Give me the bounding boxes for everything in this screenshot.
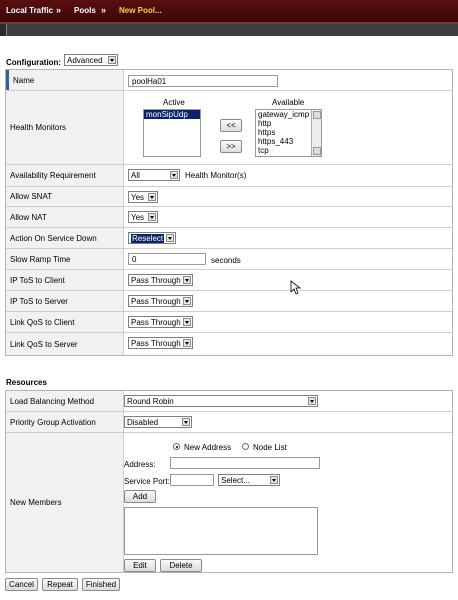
health-monitors-row xyxy=(6,91,452,165)
allow-snat-select[interactable] xyxy=(128,191,158,203)
qos-server-row xyxy=(6,333,452,355)
slow-ramp-input[interactable]: 0 xyxy=(128,253,206,265)
chevron-down-icon xyxy=(308,397,316,405)
tos-server-label: IP ToS to Server xyxy=(6,291,124,311)
breadcrumb-current: New Pool... xyxy=(119,6,162,15)
availability-suffix: Health Monitor(s) xyxy=(185,171,247,180)
availability-label: Availability Requirement xyxy=(6,165,124,186)
add-member-button[interactable]: Add xyxy=(124,490,156,503)
chevron-down-icon xyxy=(183,318,191,326)
list-item[interactable]: tcp xyxy=(258,146,269,155)
list-item[interactable]: https xyxy=(258,128,276,137)
list-item[interactable]: monSipUdp xyxy=(144,110,200,119)
slow-ramp-unit: seconds xyxy=(211,256,241,265)
qos-client-label: Link QoS to Client xyxy=(6,312,124,332)
qos-client-value: Pass Through xyxy=(131,318,181,327)
configuration-mode-select[interactable] xyxy=(64,54,118,66)
tos-server-row xyxy=(6,291,452,312)
tos-server-select[interactable] xyxy=(128,295,193,307)
action-select[interactable] xyxy=(128,232,176,244)
qos-server-select[interactable] xyxy=(128,337,193,349)
resources-title: Resources xyxy=(6,378,47,387)
service-port-label: Service Port: xyxy=(124,477,170,486)
list-item[interactable]: http xyxy=(258,119,272,128)
sub-bar xyxy=(0,24,458,36)
allow-nat-select[interactable] xyxy=(128,211,158,223)
name-label: Name xyxy=(6,70,124,90)
edit-member-button[interactable]: Edit xyxy=(124,559,156,572)
node-list-radio[interactable] xyxy=(242,443,249,450)
service-select-value: Select... xyxy=(221,476,250,485)
tos-client-row xyxy=(6,270,452,291)
qos-client-row xyxy=(6,312,452,333)
action-label: Action On Service Down xyxy=(6,228,124,248)
tos-client-value: Pass Through xyxy=(131,276,181,285)
list-item[interactable]: https_443 xyxy=(258,137,294,146)
address-label: Address: xyxy=(124,460,156,469)
scroll-down-icon[interactable] xyxy=(313,147,321,155)
scrollbar[interactable] xyxy=(311,110,321,156)
sub-tab xyxy=(0,24,7,36)
address-input[interactable] xyxy=(170,457,320,469)
availability-value: All xyxy=(131,171,140,180)
available-monitors-list[interactable] xyxy=(255,109,322,157)
new-address-radio[interactable] xyxy=(173,443,180,450)
configuration-label: Configuration: xyxy=(6,58,62,67)
chevron-down-icon xyxy=(166,234,174,242)
qos-server-label: Link QoS to Server xyxy=(6,333,124,355)
service-port-input[interactable] xyxy=(170,474,214,486)
chevron-down-icon xyxy=(148,193,156,201)
allow-snat-value: Yes xyxy=(131,193,145,202)
qos-client-select[interactable] xyxy=(128,316,193,328)
new-members-row xyxy=(6,433,452,572)
tos-client-select[interactable] xyxy=(128,274,193,286)
chevron-down-icon xyxy=(183,297,191,305)
lb-method-label: Load Balancing Method xyxy=(6,391,124,411)
resources-table xyxy=(5,390,453,573)
allow-snat-row xyxy=(6,187,452,207)
name-input[interactable]: poolHa01 xyxy=(128,75,278,87)
breadcrumb-separator: » xyxy=(101,5,107,15)
name-row xyxy=(6,70,452,91)
mouse-cursor-icon xyxy=(290,280,302,296)
breadcrumb-separator: » xyxy=(56,5,62,15)
repeat-button[interactable]: Repeat xyxy=(42,578,78,591)
delete-member-button[interactable]: Delete xyxy=(160,559,202,572)
pga-row xyxy=(6,412,452,433)
pga-select[interactable] xyxy=(124,416,192,428)
chevron-down-icon xyxy=(183,276,191,284)
chevron-down-icon xyxy=(183,339,191,347)
cancel-button[interactable]: Cancel xyxy=(5,578,38,591)
new-members-label: New Members xyxy=(6,433,124,572)
lb-method-select[interactable] xyxy=(124,395,318,407)
service-select[interactable] xyxy=(218,474,280,486)
move-left-button[interactable]: << xyxy=(220,119,242,132)
availability-row xyxy=(6,165,452,187)
allow-nat-value: Yes xyxy=(131,213,145,222)
lb-method-row xyxy=(6,391,452,412)
slow-ramp-label: Slow Ramp Time xyxy=(6,249,124,269)
configuration-mode-value: Advanced xyxy=(67,56,103,65)
availability-select[interactable] xyxy=(128,169,180,181)
members-list[interactable] xyxy=(124,507,318,555)
slow-ramp-row xyxy=(6,249,452,270)
pga-label: Priority Group Activation xyxy=(6,412,124,432)
available-header: Available xyxy=(272,98,305,107)
chevron-down-icon xyxy=(270,476,278,484)
breadcrumb-local-traffic[interactable]: Local Traffic xyxy=(6,6,54,15)
qos-server-value: Pass Through xyxy=(131,339,181,348)
health-monitors-label: Health Monitors xyxy=(6,91,124,164)
chevron-down-icon xyxy=(170,171,178,179)
active-header: Active xyxy=(163,98,185,107)
chevron-down-icon xyxy=(148,213,156,221)
allow-nat-row xyxy=(6,207,452,228)
title-bar xyxy=(0,0,458,24)
pga-value: Disabled xyxy=(127,418,159,427)
action-value: Reselect xyxy=(132,234,164,243)
allow-nat-label: Allow NAT xyxy=(6,207,124,227)
finished-button[interactable]: Finished xyxy=(82,578,120,591)
tos-client-label: IP ToS to Client xyxy=(6,270,124,290)
breadcrumb-pools[interactable]: Pools xyxy=(74,6,96,15)
active-monitors-list[interactable] xyxy=(143,109,201,157)
node-list-label: Node List xyxy=(253,443,287,452)
move-right-button[interactable]: >> xyxy=(220,140,242,153)
list-item[interactable]: gateway_icmp xyxy=(258,110,310,119)
scroll-up-icon[interactable] xyxy=(313,111,321,119)
lb-method-value: Round Robin xyxy=(127,397,174,406)
chevron-down-icon xyxy=(182,418,190,426)
tos-server-value: Pass Through xyxy=(131,297,181,306)
new-address-label: New Address xyxy=(184,443,232,452)
configuration-table xyxy=(5,69,453,356)
action-row xyxy=(6,228,452,249)
allow-snat-label: Allow SNAT xyxy=(6,187,124,206)
chevron-down-icon xyxy=(108,56,116,64)
